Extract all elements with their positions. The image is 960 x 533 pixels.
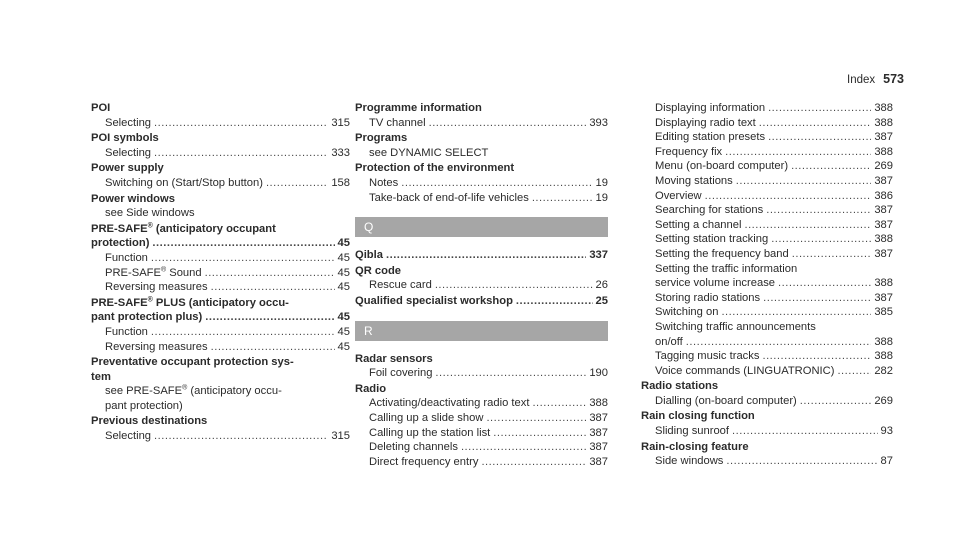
index-subterm[interactable] xyxy=(641,454,893,469)
dot-leader xyxy=(791,159,871,174)
index-subterm[interactable] xyxy=(355,116,608,131)
page-reference[interactable]: 45 xyxy=(337,340,350,353)
page-reference[interactable]: 387 xyxy=(874,218,893,231)
index-subterm[interactable] xyxy=(641,145,893,160)
index-subterm xyxy=(641,262,893,277)
page-reference[interactable]: 45 xyxy=(337,281,350,294)
index-column-3 xyxy=(641,101,893,470)
dot-leader xyxy=(154,116,328,131)
index-entry xyxy=(91,355,350,413)
index-subterm[interactable] xyxy=(355,455,608,470)
page-reference[interactable]: 19 xyxy=(595,176,608,189)
index-term xyxy=(355,161,608,176)
index-subterm[interactable] xyxy=(91,340,350,355)
index-term xyxy=(641,379,893,394)
page-reference[interactable]: 45 xyxy=(337,266,350,279)
dot-leader xyxy=(532,191,593,206)
entry-text: Setting the frequency band xyxy=(655,247,789,260)
page-reference[interactable]: 388 xyxy=(874,145,893,158)
index-term[interactable] xyxy=(91,310,350,325)
index-subterm[interactable] xyxy=(641,305,893,320)
dot-leader xyxy=(792,247,872,262)
page-reference[interactable]: 93 xyxy=(880,425,893,438)
page-number: 573 xyxy=(883,72,904,86)
page-reference[interactable]: 385 xyxy=(874,306,893,319)
entry-text: POI symbols xyxy=(91,132,159,145)
dot-leader xyxy=(768,130,871,145)
dot-leader xyxy=(152,236,334,251)
entry-text: Direct frequency entry xyxy=(369,455,479,468)
index-term xyxy=(91,222,350,237)
page-reference[interactable]: 337 xyxy=(589,249,608,262)
index-label: Index xyxy=(847,74,876,86)
page-reference[interactable]: 387 xyxy=(589,455,608,468)
dot-leader xyxy=(205,310,334,325)
index-subterm[interactable] xyxy=(91,176,350,191)
index-entry xyxy=(355,264,608,293)
page-reference[interactable]: 190 xyxy=(589,367,608,380)
entry-text: Selecting xyxy=(105,430,152,443)
page-reference[interactable]: 388 xyxy=(874,350,893,363)
index-subterm[interactable] xyxy=(641,130,893,145)
dot-leader xyxy=(205,266,335,281)
entry-text: Selecting xyxy=(105,116,152,129)
index-subterm[interactable] xyxy=(355,366,608,381)
index-subterm xyxy=(91,384,350,399)
index-term xyxy=(91,370,350,385)
entry-text: Radio xyxy=(355,382,387,395)
dot-leader xyxy=(211,340,335,355)
entry-text: Radar sensors xyxy=(355,352,433,365)
index-term xyxy=(91,192,350,207)
page-reference[interactable]: 387 xyxy=(589,426,608,439)
page-reference[interactable]: 387 xyxy=(874,131,893,144)
entry-text: Function xyxy=(105,251,148,264)
index-term xyxy=(91,414,350,429)
page-reference[interactable]: 387 xyxy=(589,441,608,454)
index-subterm[interactable] xyxy=(641,349,893,364)
page-reference[interactable]: 282 xyxy=(874,364,893,377)
entry-text: Sliding sunroof xyxy=(655,425,730,438)
index-entry xyxy=(355,131,608,160)
dot-leader xyxy=(435,278,593,293)
index-subterm[interactable] xyxy=(355,426,608,441)
dot-leader xyxy=(771,232,871,247)
index-subterm[interactable] xyxy=(91,325,350,340)
index-subterm[interactable] xyxy=(91,251,350,266)
index-term xyxy=(91,131,350,146)
entry-text: Calling up the station list xyxy=(369,426,491,439)
index-entry xyxy=(91,161,350,190)
index-entry xyxy=(91,414,350,443)
index-subterm[interactable] xyxy=(355,396,608,411)
index-column-2 xyxy=(355,101,608,470)
dot-leader xyxy=(151,325,335,340)
entry-text: Previous destinations xyxy=(91,415,208,428)
entry-text: Overview xyxy=(655,189,702,202)
entry-text: Frequency fix xyxy=(655,145,723,158)
entry-text: Voice commands (LINGUATRONIC) xyxy=(655,364,835,377)
index-term xyxy=(641,440,893,455)
index-subterm[interactable] xyxy=(641,232,893,247)
page-reference[interactable]: 158 xyxy=(331,176,350,189)
dot-leader xyxy=(154,429,328,444)
index-subterm[interactable] xyxy=(91,280,350,295)
index-entry xyxy=(641,440,893,469)
index-entry xyxy=(355,352,608,381)
dot-leader xyxy=(768,101,871,116)
index-entry xyxy=(91,101,350,130)
entry-text: Storing radio stations xyxy=(655,291,761,304)
page-reference[interactable]: 388 xyxy=(874,335,893,348)
index-term xyxy=(355,101,608,116)
page-reference[interactable]: 387 xyxy=(589,411,608,424)
entry-text: Side windows xyxy=(655,455,724,468)
index-entry xyxy=(91,192,350,221)
entry-text: Setting the traffic information xyxy=(655,262,798,275)
letter-section-header: R xyxy=(355,321,608,341)
entry-text: TV channel xyxy=(369,116,426,129)
page-reference[interactable]: 393 xyxy=(589,116,608,129)
dot-leader xyxy=(686,335,872,350)
entry-text: Programs xyxy=(355,132,408,145)
index-entry xyxy=(355,101,608,130)
index-subterm[interactable] xyxy=(355,411,608,426)
index-entry xyxy=(91,222,350,295)
index-term[interactable] xyxy=(355,294,608,309)
dot-leader xyxy=(481,455,586,470)
index-subterm[interactable] xyxy=(91,429,350,444)
index-subterm xyxy=(91,399,350,414)
entry-text: Dialling (on-board computer) xyxy=(655,394,797,407)
index-subterm[interactable] xyxy=(91,146,350,161)
dot-leader xyxy=(435,366,586,381)
index-subterm[interactable] xyxy=(641,203,893,218)
page-reference[interactable]: 386 xyxy=(874,189,893,202)
index-entry xyxy=(91,296,350,354)
index-subterm[interactable] xyxy=(641,116,893,131)
page-reference[interactable]: 25 xyxy=(595,294,608,307)
page-reference[interactable]: 19 xyxy=(595,191,608,204)
index-entry xyxy=(641,101,893,378)
page-reference[interactable]: 45 xyxy=(337,237,350,250)
dot-leader xyxy=(762,349,871,364)
index-term[interactable] xyxy=(355,248,608,263)
page-reference[interactable]: 26 xyxy=(595,279,608,292)
entry-text: Deleting channels xyxy=(369,441,458,454)
dot-leader xyxy=(429,116,587,131)
entry-text: Displaying radio text xyxy=(655,116,756,129)
dot-leader xyxy=(837,364,871,379)
page-reference[interactable]: 45 xyxy=(337,311,350,324)
entry-text: see Side windows xyxy=(105,207,195,220)
entry-text: Rain closing function xyxy=(641,410,755,423)
dot-leader xyxy=(725,145,871,160)
entry-text: Switching on (Start/Stop button) xyxy=(105,176,263,189)
entry-text: PRE-SAFE® (anticipatory occupant xyxy=(91,222,276,235)
entry-text: Function xyxy=(105,325,148,338)
entry-text: Menu (on-board computer) xyxy=(655,160,789,173)
index-term xyxy=(355,131,608,146)
index-term xyxy=(355,352,608,367)
entry-text: Switching traffic announcements xyxy=(655,320,816,333)
dot-leader xyxy=(516,294,593,309)
index-subterm[interactable] xyxy=(91,116,350,131)
dot-leader xyxy=(800,394,872,409)
index-term xyxy=(355,264,608,279)
index-term xyxy=(91,355,350,370)
page-reference[interactable]: 87 xyxy=(880,455,893,468)
dot-leader xyxy=(493,426,586,441)
dot-leader xyxy=(461,440,586,455)
index-term xyxy=(355,382,608,397)
entry-text: see DYNAMIC SELECT xyxy=(369,146,489,159)
index-term xyxy=(641,409,893,424)
entry-text: Editing station presets xyxy=(655,131,766,144)
entry-text: tem xyxy=(91,370,111,383)
dot-leader xyxy=(386,248,586,263)
index-entry xyxy=(355,161,608,205)
page-reference[interactable]: 315 xyxy=(331,430,350,443)
page-reference[interactable]: 388 xyxy=(589,397,608,410)
page-reference[interactable]: 315 xyxy=(331,116,350,129)
entry-text: Reversing measures xyxy=(105,281,208,294)
dot-leader xyxy=(736,174,872,189)
dot-leader xyxy=(151,251,335,266)
dot-leader xyxy=(266,176,328,191)
page-reference[interactable]: 333 xyxy=(331,146,350,159)
entry-text: Radio stations xyxy=(641,380,719,393)
page-reference[interactable]: 388 xyxy=(874,102,893,114)
dot-leader xyxy=(766,203,871,218)
dot-leader xyxy=(721,305,871,320)
entry-text: Tagging music tracks xyxy=(655,350,760,363)
index-subterm[interactable] xyxy=(355,278,608,293)
entry-text: Switching on xyxy=(655,306,719,319)
entry-text: Activating/deactivating radio text xyxy=(369,397,530,410)
entry-text: Rescue card xyxy=(369,279,432,292)
entry-text: Setting a channel xyxy=(655,218,742,231)
page-reference[interactable]: 387 xyxy=(874,174,893,187)
entry-text: Power windows xyxy=(91,192,175,205)
page-reference[interactable]: 388 xyxy=(874,233,893,246)
dot-leader xyxy=(705,189,872,204)
dot-leader xyxy=(778,276,871,291)
page-reference[interactable]: 269 xyxy=(874,160,893,173)
index-entry xyxy=(641,379,893,408)
dot-leader xyxy=(744,218,871,233)
dot-leader xyxy=(759,116,872,131)
index-subterm[interactable] xyxy=(641,189,893,204)
entry-text: QR code xyxy=(355,264,402,277)
entry-text: PRE-SAFE® PLUS (anticipatory occu- xyxy=(91,295,289,309)
index-subterm xyxy=(91,206,350,221)
entry-text: Foil covering xyxy=(369,367,433,380)
entry-text: Qualified specialist workshop xyxy=(355,294,513,307)
index-subterm[interactable] xyxy=(355,440,608,455)
index-subterm[interactable] xyxy=(641,424,893,439)
index-entry xyxy=(355,294,608,309)
page-reference[interactable]: 387 xyxy=(874,247,893,260)
entry-text: on/off xyxy=(655,335,683,348)
dot-leader xyxy=(211,280,335,295)
entry-text: Protection of the environment xyxy=(355,162,515,175)
page-reference[interactable]: 388 xyxy=(874,277,893,290)
index-term[interactable] xyxy=(91,236,350,251)
page-reference[interactable]: 45 xyxy=(337,325,350,338)
page-reference[interactable]: 269 xyxy=(874,394,893,407)
dot-leader xyxy=(401,176,592,191)
page-reference[interactable]: 388 xyxy=(874,116,893,129)
index-entry xyxy=(355,248,608,263)
index-term xyxy=(91,161,350,176)
entry-text: Moving stations xyxy=(655,174,733,187)
index-term xyxy=(91,101,350,116)
entry-text: Setting station tracking xyxy=(655,233,769,246)
index-subterm[interactable] xyxy=(91,266,350,281)
index-entry xyxy=(641,409,893,438)
dot-leader xyxy=(732,424,878,439)
entry-text: Preventative occupant protection sys- xyxy=(91,356,294,369)
entry-text: Rain-closing feature xyxy=(641,440,749,453)
index-subterm[interactable] xyxy=(641,247,893,262)
index-subterm[interactable] xyxy=(641,335,893,350)
entry-text: POI xyxy=(91,102,111,114)
page-reference[interactable]: 387 xyxy=(874,204,893,217)
entry-text: Searching for stations xyxy=(655,204,764,217)
entry-text: pant protection) xyxy=(105,399,183,412)
index-subterm[interactable] xyxy=(355,176,608,191)
index-subterm[interactable] xyxy=(641,291,893,306)
dot-leader xyxy=(532,396,586,411)
entry-text: service volume increase xyxy=(655,277,776,290)
entry-text: Reversing measures xyxy=(105,340,208,353)
index-term xyxy=(91,296,350,311)
index-subterm[interactable] xyxy=(641,159,893,174)
index-subterm[interactable] xyxy=(641,364,893,379)
index-subterm[interactable] xyxy=(641,276,893,291)
entry-text: Displaying information xyxy=(655,102,766,114)
entry-text: Selecting xyxy=(105,146,152,159)
entry-text: Power supply xyxy=(91,162,164,175)
entry-text: Take-back of end-of-life vehicles xyxy=(369,191,529,204)
entry-text: Programme information xyxy=(355,102,482,114)
letter-section-header: Q xyxy=(355,217,608,237)
index-entry xyxy=(91,131,350,160)
dot-leader xyxy=(763,291,871,306)
index-subterm[interactable] xyxy=(355,191,608,206)
page-header xyxy=(847,72,904,86)
entry-text: Notes xyxy=(369,176,399,189)
entry-text: PRE-SAFE® Sound xyxy=(105,265,202,279)
index-column-1 xyxy=(91,101,350,445)
dot-leader xyxy=(486,411,586,426)
index-subterm[interactable] xyxy=(641,101,893,116)
index-subterm[interactable] xyxy=(641,394,893,409)
index-entry xyxy=(355,382,608,470)
entry-text: protection) xyxy=(91,237,150,250)
entry-text: pant protection plus) xyxy=(91,311,203,324)
dot-leader xyxy=(726,454,877,469)
page-reference[interactable]: 45 xyxy=(337,251,350,264)
dot-leader xyxy=(154,146,328,161)
entry-text: Qibla xyxy=(355,249,383,262)
page-reference[interactable]: 387 xyxy=(874,291,893,304)
index-subterm xyxy=(355,146,608,161)
entry-text: see PRE-SAFE® (anticipatory occu- xyxy=(105,384,282,398)
index-subterm[interactable] xyxy=(641,218,893,233)
index-subterm[interactable] xyxy=(641,174,893,189)
entry-text: Calling up a slide show xyxy=(369,411,484,424)
index-subterm xyxy=(641,320,893,335)
